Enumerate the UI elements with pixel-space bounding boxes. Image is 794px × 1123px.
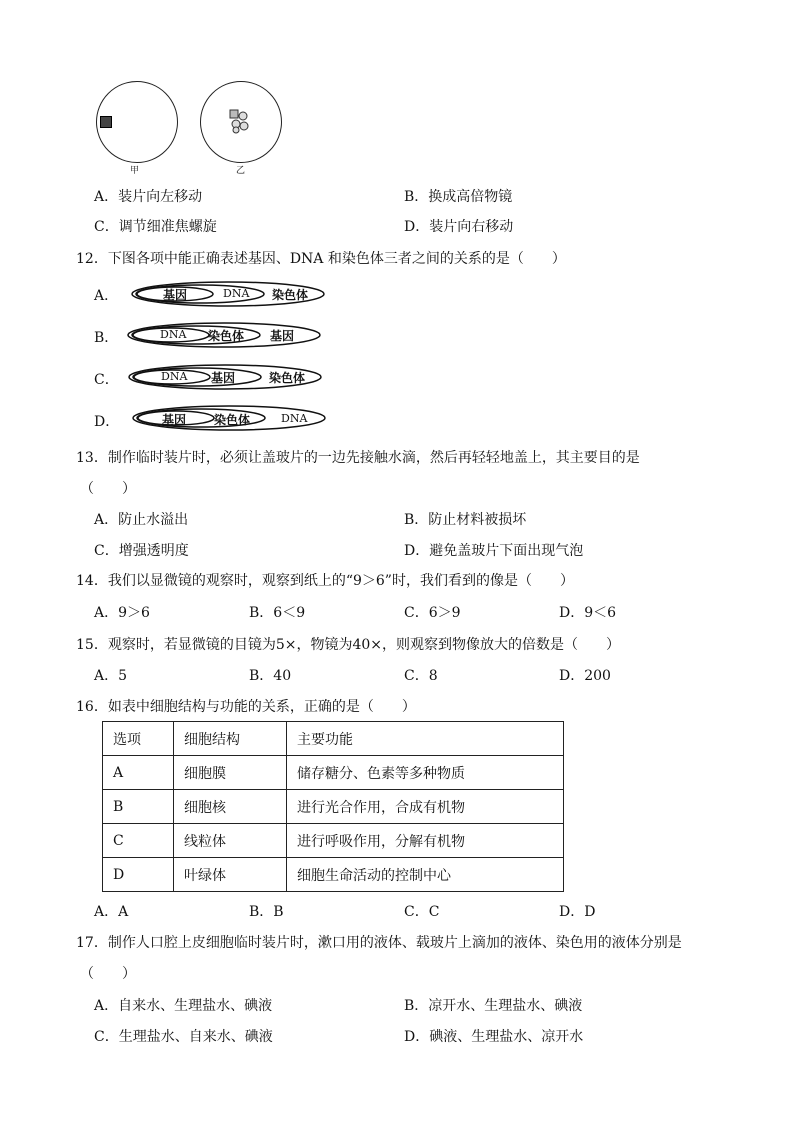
q14-stem: 14．我们以显微镜的观察时，观察到纸上的“9＞6”时，我们看到的像是（ ）: [76, 573, 574, 589]
cell-cluster-left: [100, 116, 112, 128]
q12-option-b-letter: B．: [94, 330, 119, 346]
venn-b-middle: 染色体: [208, 329, 245, 343]
venn-c-middle: 基因: [211, 371, 236, 385]
q13-stem-line1: 13．制作临时装片时，必须让盖玻片的一边先接触水滴，然后再轻轻地盖上，其主要目的是: [76, 450, 640, 466]
table-cell: 线粒体: [174, 824, 287, 858]
table-header-cell: 主要功能: [287, 722, 564, 756]
q15-option-b[interactable]: B．40: [249, 668, 292, 684]
venn-c-inner: DNA: [161, 370, 188, 383]
q16-option-b[interactable]: B．B: [249, 904, 284, 920]
q17-stem-line1: 17．制作人口腔上皮细胞临时装片时，漱口用的液体、载玻片上滴加的液体、染色用的液体分别是: [76, 935, 682, 951]
q17-stem-line2: （ ）: [80, 966, 136, 982]
table-cell: 储存糖分、色素等多种物质: [287, 756, 564, 790]
table-header-row: [103, 722, 564, 756]
table-row: [103, 790, 564, 824]
q14-option-d[interactable]: D．9＜6: [559, 605, 617, 621]
q15-option-a[interactable]: A．5: [94, 668, 128, 684]
q17-option-a[interactable]: A．自来水、生理盐水、碘液: [94, 998, 273, 1014]
venn-d-outer: DNA: [281, 412, 308, 425]
table-cell: A: [103, 756, 174, 790]
q17-option-b[interactable]: B．凉开水、生理盐水、碘液: [404, 998, 583, 1014]
q11-option-d[interactable]: D．装片向右移动: [404, 219, 514, 235]
venn-b-outer: 基因: [270, 329, 295, 343]
q14-option-a[interactable]: A．9＞6: [94, 605, 150, 621]
q16-option-c[interactable]: C．C: [404, 904, 440, 920]
table-cell: 细胞核: [174, 790, 287, 824]
q15-option-c[interactable]: C．8: [404, 668, 438, 684]
venn-b-inner: DNA: [160, 328, 187, 341]
q13-option-a[interactable]: A．防止水溢出: [94, 512, 189, 528]
field-label-yi: 乙: [236, 166, 246, 176]
q12-option-c-letter: C．: [94, 372, 119, 388]
q11-option-a[interactable]: A．装片向左移动: [94, 189, 203, 205]
venn-a-inner: 基因: [163, 288, 188, 302]
venn-c-outer: 染色体: [269, 371, 306, 385]
q16-option-a[interactable]: A．A: [94, 904, 129, 920]
q16-option-d[interactable]: D．D: [559, 904, 596, 920]
q13-option-d[interactable]: D．避免盖玻片下面出现气泡: [404, 543, 584, 559]
field-label-jia: 甲: [130, 166, 140, 176]
table-row: [103, 824, 564, 858]
q12-stem: 12．下图各项中能正确表述基因、DNA 和染色体三者之间的关系的是（ ）: [76, 251, 566, 267]
table-cell: 细胞膜: [174, 756, 287, 790]
q15-option-d[interactable]: D．200: [559, 668, 611, 684]
q13-stem-line2: （ ）: [80, 481, 136, 497]
table-row: [103, 756, 564, 790]
table-cell: D: [103, 858, 174, 892]
q17-option-d[interactable]: D．碘液、生理盐水、凉开水: [404, 1029, 584, 1045]
venn-d-middle: 染色体: [214, 413, 251, 427]
venn-a-middle: DNA: [223, 287, 250, 300]
q17-option-c[interactable]: C．生理盐水、自来水、碘液: [94, 1029, 273, 1045]
q14-option-b[interactable]: B．6＜9: [249, 605, 306, 621]
q15-stem: 15．观察时，若显微镜的目镜为5×，物镜为40×，则观察到物像放大的倍数是（ ）: [76, 637, 620, 653]
table-cell: 叶绿体: [174, 858, 287, 892]
cell-structure-table: [102, 721, 564, 892]
q13-option-b[interactable]: B．防止材料被损坏: [404, 512, 527, 528]
q14-option-c[interactable]: C．6＞9: [404, 605, 461, 621]
q12-option-d-letter: D．: [94, 414, 120, 430]
q11-option-b[interactable]: B．换成高倍物镜: [404, 189, 513, 205]
table-row: [103, 858, 564, 892]
venn-a-outer: 染色体: [272, 288, 309, 302]
q13-option-c[interactable]: C．增强透明度: [94, 543, 189, 559]
table-header-cell: 细胞结构: [174, 722, 287, 756]
cell-cluster-center: [228, 108, 252, 134]
q16-stem: 16．如表中细胞结构与功能的关系，正确的是（ ）: [76, 699, 416, 715]
venn-d-inner: 基因: [162, 413, 187, 427]
table-cell: 细胞生命活动的控制中心: [287, 858, 564, 892]
table-cell: 进行呼吸作用，分解有机物: [287, 824, 564, 858]
table-cell: 进行光合作用，合成有机物: [287, 790, 564, 824]
table-cell: C: [103, 824, 174, 858]
q12-option-a-letter: A．: [94, 288, 119, 304]
table-header-cell: 选项: [103, 722, 174, 756]
table-cell: B: [103, 790, 174, 824]
q11-option-c[interactable]: C．调节细准焦螺旋: [94, 219, 217, 235]
